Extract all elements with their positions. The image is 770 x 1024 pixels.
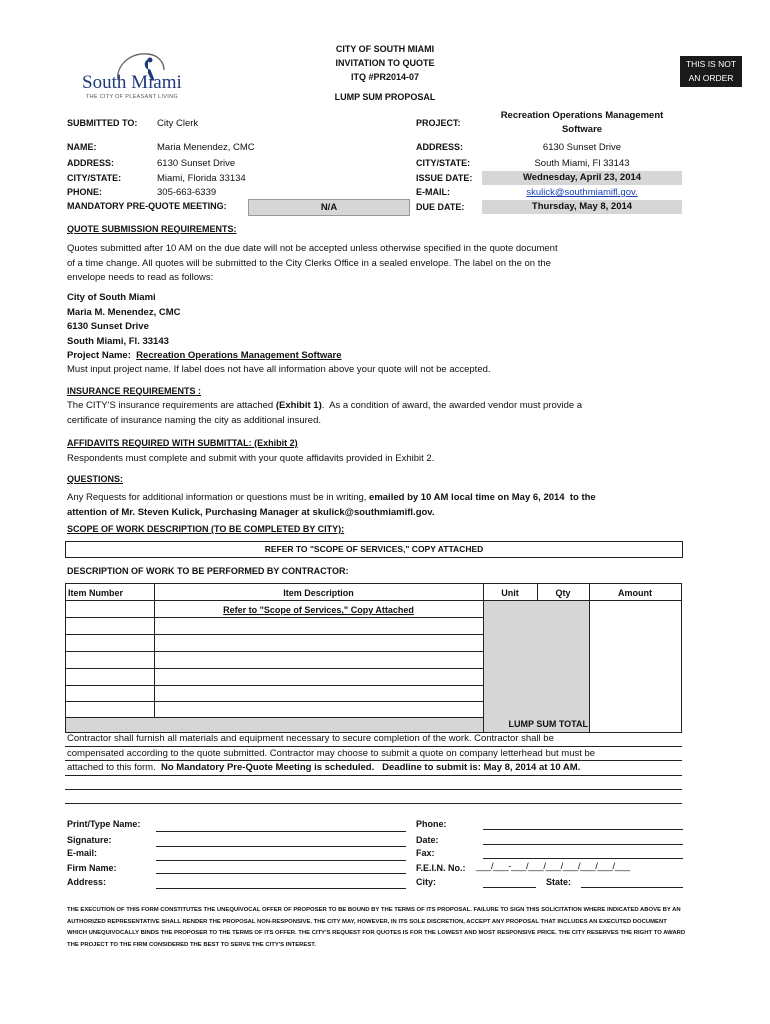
date-field-label: Date: — [416, 835, 439, 845]
city-field[interactable] — [483, 887, 536, 888]
print-name-label: Print/Type Name: — [67, 819, 141, 829]
header-city: CITY OF SOUTH MIAMI — [335, 44, 435, 54]
pre-quote-meeting-value — [248, 199, 410, 216]
col-item-number: Item Number — [68, 588, 124, 598]
city-logo — [80, 50, 210, 102]
label-address-line-2: Maria M. Menendez, CMC — [67, 306, 181, 318]
logo-name: South Miami — [82, 72, 182, 93]
phone-field[interactable] — [483, 829, 683, 830]
issue-date-value: Wednesday, April 23, 2014 — [482, 171, 682, 185]
header-invitation: INVITATION TO QUOTE — [335, 58, 435, 68]
city-state-label: CITY/STATE: — [67, 173, 122, 183]
disclaimer-line-3: WHICH UNEQUIVOCALLY BINDS THE PROPOSER TO THE TERMS OF ITS OFFER. THE CITY'S REQUEST FOR QUOTES IS FOR THE LOWEST AND MOST RESPONSIVE PRICE. THE CITY RESERVES THE RIGHT TO AWARD — [67, 930, 686, 936]
header-itq-number: ITQ #PR2014-07 — [350, 72, 420, 82]
fein-field[interactable]: ___/___-___/___/___/___/___/___/___ — [476, 861, 630, 872]
insurance-text — [67, 399, 687, 428]
col-item-description: Item Description — [283, 588, 354, 598]
scope-box — [65, 541, 683, 558]
fein-label: F.E.I.N. No.: — [416, 863, 466, 873]
label-address-block — [67, 291, 181, 349]
submitted-to-label: SUBMITTED TO: — [67, 118, 138, 128]
label-address-line-1: City of South Miami — [67, 292, 156, 303]
firm-name-label: Firm Name: — [67, 863, 117, 873]
signature-field[interactable] — [156, 846, 406, 847]
date-field[interactable] — [483, 844, 683, 845]
submission-line-3: envelope needs to read as follows: — [67, 272, 214, 283]
col-qty: Qty — [555, 588, 571, 598]
project-city-state-label: CITY/STATE: — [416, 158, 471, 168]
project-label: PROJECT: — [416, 118, 461, 128]
legal-disclaimer — [67, 905, 747, 951]
print-name-field[interactable] — [156, 831, 406, 832]
due-date-value: Thursday, May 8, 2014 — [482, 200, 682, 214]
email-field-label: E-mail: — [67, 848, 98, 858]
insurance-heading: INSURANCE REQUIREMENTS : — [67, 386, 202, 396]
address-value: 6130 Sunset Drive — [157, 158, 236, 169]
work-table — [0, 0, 770, 1]
insurance-line-1c: . As a condition of award, the awarded vendor must provide a — [321, 400, 583, 411]
project-name-prefix: Project Name: — [67, 350, 137, 361]
issue-date-label: ISSUE DATE: — [416, 173, 473, 183]
project-name-line — [67, 349, 342, 364]
insurance-line-1 — [67, 399, 687, 414]
email-label: E-MAIL: — [416, 187, 450, 197]
disclaimer-line-1: THE EXECUTION OF THIS FORM CONSTITUTES THE UNEQUIVOCAL OFFER OF PROPOSER TO BE BOUND BY THE TERMS OF ITS PROPOSAL. FAILURE TO SIGN THIS SOLICITATION WHERE INDICATED ABOVE BY AN — [67, 907, 681, 913]
contractor-line-3 — [67, 761, 687, 776]
contractor-deadline: No Mandatory Pre-Quote Meeting is scheduled. Deadline to submit is: May 8, 2014 at 10 AM. — [161, 762, 581, 773]
contractor-rule-1 — [65, 746, 682, 747]
email-link[interactable]: skulick@southmiamifl.gov. — [526, 187, 638, 198]
submitted-to-value: City Clerk — [157, 118, 199, 129]
fax-field-label: Fax: — [416, 848, 435, 858]
project-value-line-1: Recreation Operations Management — [500, 110, 664, 121]
project-value-line-2: Software — [561, 124, 603, 135]
lump-sum-total-label: LUMP SUM TOTAL — [508, 719, 588, 729]
blank-rule-2 — [65, 803, 682, 804]
label-address-line-4: South Miami, Fl. 33143 — [67, 335, 169, 347]
affidavits-text: Respondents must complete and submit with your quote affidavits provided in Exhibit 2. — [67, 453, 435, 464]
project-name-value: Recreation Operations Management Software — [136, 350, 342, 361]
project-city-state-value: South Miami, Fl 33143 — [534, 158, 630, 169]
blank-rule-1 — [65, 789, 682, 790]
state-field[interactable] — [581, 887, 683, 888]
col-amount: Amount — [618, 588, 652, 598]
questions-line-1a: Any Requests for additional information or questions must be in writing, — [67, 492, 370, 503]
due-date-label: DUE DATE: — [416, 202, 465, 212]
questions-line-1 — [67, 491, 697, 506]
badge-line-1: THIS IS NOT — [685, 59, 737, 69]
submission-line-2: of a time change. All quotes will be submitted to the City Clerks Office in a sealed envelope. The label on the on the — [67, 257, 551, 269]
insurance-line-1a: The CITY'S insurance requirements are attached — [67, 400, 276, 411]
phone-field-label: Phone: — [416, 819, 447, 829]
project-address-label: ADDRESS: — [416, 142, 464, 152]
not-an-order-badge — [680, 56, 742, 87]
submission-text — [67, 242, 687, 286]
city-state-value: Miami, Florida 33134 — [157, 173, 246, 184]
phone-value: 305-663-6339 — [157, 187, 217, 198]
contractor-rule-2 — [65, 760, 682, 761]
fax-field[interactable] — [483, 858, 683, 859]
exhibit-1-reference: (Exhibit 1) — [275, 400, 322, 411]
project-address-value: 6130 Sunset Drive — [542, 142, 622, 153]
row-1-description: Refer to "Scope of Services," Copy Attached — [223, 605, 414, 615]
questions-text — [67, 491, 697, 520]
work-heading: DESCRIPTION OF WORK TO BE PERFORMED BY CONTRACTOR: — [67, 566, 349, 576]
name-label: NAME: — [67, 142, 97, 152]
logo-tagline: THE CITY OF PLEASANT LIVING — [86, 94, 178, 100]
firm-address-label: Address: — [67, 877, 107, 887]
unit-qty-shaded-area — [483, 600, 589, 732]
badge-line-2: AN ORDER — [688, 73, 734, 83]
phone-label: PHONE: — [67, 187, 103, 197]
header-proposal-type: LUMP SUM PROPOSAL — [334, 92, 436, 102]
questions-heading: QUESTIONS: — [67, 474, 124, 484]
label-address-line-3: 6130 Sunset Drive — [67, 321, 149, 332]
contractor-rule-3 — [65, 775, 682, 776]
disclaimer-line-2: AUTHORIZED REPRESENTATIVE SHALL RENDER THE PROPOSAL NON-RESPONSIVE. THE CITY MAY, HOWEVER, IN ITS SOLE DISCRETION, ACCEPT ANY PROPOSAL THAT INCLUDES AN EXECUTED DOCUMENT — [67, 918, 667, 925]
submission-line-1: Quotes submitted after 10 AM on the due date will not be accepted unless otherwise specified in the quote document — [67, 243, 558, 254]
name-value: Maria Menendez, CMC — [157, 142, 255, 153]
state-field-label: State: — [546, 877, 572, 887]
city-field-label: City: — [416, 877, 436, 887]
questions-deadline: emailed by 10 AM local time on May 6, 2014 to the — [369, 492, 596, 503]
signature-label: Signature: — [67, 835, 112, 845]
contractor-line-2: compensated according to the quote submitted. Contractor may choose to submit a quote on company letterhead but must be — [67, 747, 596, 759]
email-field[interactable] — [156, 860, 406, 861]
pre-quote-meeting-text: N/A — [320, 202, 338, 213]
pre-quote-meeting-label: MANDATORY PRE-QUOTE MEETING: — [67, 201, 227, 211]
scope-box-text: REFER TO "SCOPE OF SERVICES," COPY ATTACHED — [264, 544, 484, 554]
address-label: ADDRESS: — [67, 158, 115, 168]
firm-address-field[interactable] — [156, 888, 406, 889]
scope-heading: SCOPE OF WORK DESCRIPTION (TO BE COMPLETED BY CITY): — [67, 524, 345, 534]
label-note: Must input project name. If label does not have all information above your quote will not be accepted. — [67, 364, 491, 375]
col-unit: Unit — [501, 588, 519, 598]
firm-name-field[interactable] — [156, 873, 406, 874]
contractor-text — [67, 732, 687, 776]
questions-line-2: attention of Mr. Steven Kulick, Purchasing Manager at skulick@southmiamifl.gov. — [67, 506, 435, 518]
contractor-line-3a: attached to this form. — [67, 762, 161, 773]
insurance-line-2: certificate of insurance naming the city as additional insured. — [67, 414, 321, 426]
affidavits-heading: AFFIDAVITS REQUIRED WITH SUBMITTAL: (Exhibit 2) — [67, 438, 298, 448]
contractor-line-1: Contractor shall furnish all materials and equipment necessary to secure completion of the work. Contractor shall be — [67, 733, 554, 744]
submission-heading: QUOTE SUBMISSION REQUIREMENTS: — [67, 224, 237, 234]
disclaimer-line-4: THE PROJECT TO THE FIRM CONSIDERED THE BEST TO SERVE THE CITY'S INTEREST. — [67, 941, 316, 948]
